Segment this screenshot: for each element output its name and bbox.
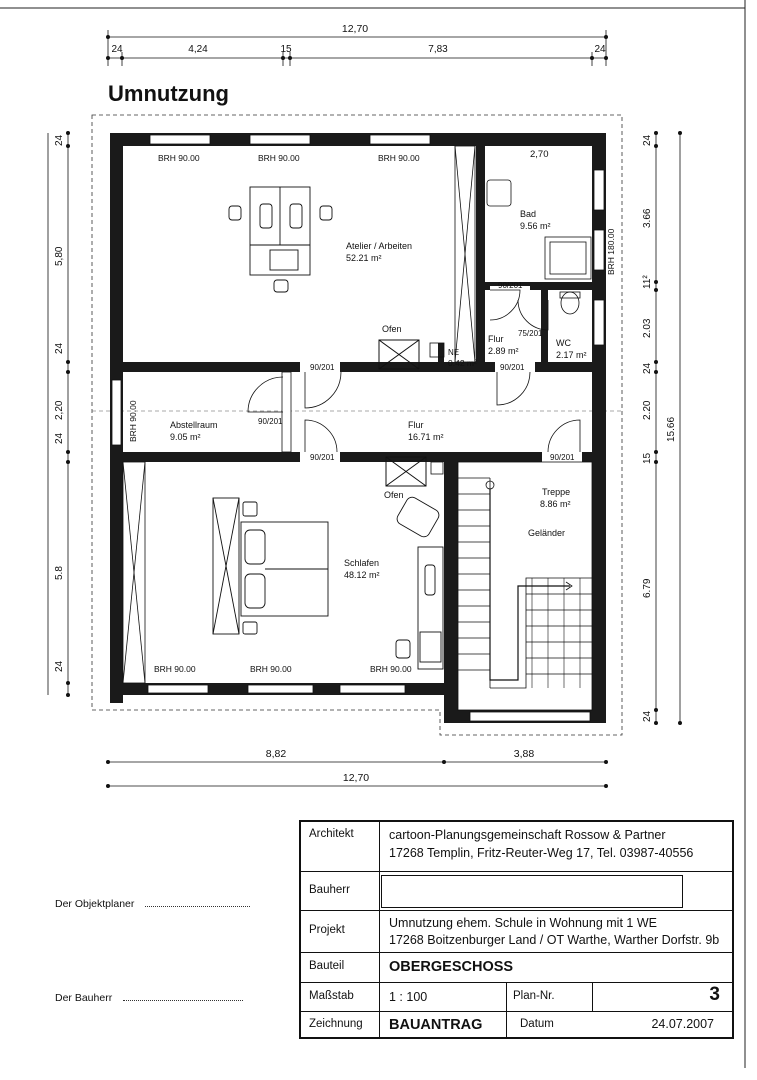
brh-left: BRH 90.00 (128, 400, 138, 442)
door-label-b: 90/201 (500, 363, 525, 372)
bedroom-desk (395, 495, 443, 669)
door-label-c: 90/201 (258, 417, 283, 426)
projekt-line1: Umnutzung ehem. Schule in Wohnung mit 1 WE (389, 916, 657, 930)
dim-right-seg-2: 3.66 (642, 208, 653, 228)
brh-right: BRH 180.00 (606, 228, 616, 275)
bath-fixtures (487, 180, 591, 314)
projekt-label: Projekt (309, 924, 345, 936)
zeichnung-label: Zeichnung (309, 1018, 363, 1030)
door-label-g: 75/201 (518, 329, 543, 338)
room-ne-name: NE (448, 348, 460, 357)
room-flur-small-name: Flur (488, 334, 504, 344)
dim-bottom-seg-1: 8,82 (265, 748, 287, 760)
brh-bottom-2: BRH 90.00 (250, 664, 292, 674)
bauteil-label: Bauteil (309, 960, 345, 972)
wardrobe-schlafen (123, 462, 145, 683)
label-ofen-2: Ofen (384, 490, 404, 500)
dim-left-seg-3: 24 (54, 342, 65, 354)
signature-bauherr-line[interactable] (123, 1000, 243, 1001)
massstab-value: 1 : 100 (389, 990, 428, 1004)
architekt-line1: cartoon-Planungsgemeinschaft Rossow & Partner (389, 828, 666, 842)
dim-bottom-total: 12,70 (342, 772, 370, 784)
zeichnung-value: BAUANTRAG (389, 1017, 483, 1033)
room-flur-area: 16.71 m² (408, 432, 444, 442)
room-wc-name: WC (556, 338, 571, 348)
dim-bad-width: 2,70 (530, 149, 549, 160)
dim-right-seg-3: 11² (642, 275, 653, 289)
bauherr-label: Bauherr (309, 884, 350, 896)
room-bad-area: 9.56 m² (520, 221, 551, 231)
desk-group (229, 187, 332, 292)
signature-objektplaner-line[interactable] (145, 906, 250, 907)
room-treppe-area: 8.86 m² (540, 499, 571, 509)
bed (213, 498, 328, 634)
door-label-e: 90/201 (550, 453, 575, 462)
brh-bottom-1: BRH 90.00 (154, 664, 196, 674)
brh-top-1: BRH 90.00 (158, 153, 200, 163)
row-massstab (301, 983, 732, 1012)
architekt-label: Architekt (309, 828, 354, 840)
room-atelier-area: 52.21 m² (346, 253, 382, 263)
dim-left-seg-4: 2,20 (54, 400, 65, 420)
room-abstell-name: Abstellraum (170, 420, 218, 430)
room-bad-name: Bad (520, 209, 537, 219)
bauherr-field[interactable] (381, 875, 683, 908)
dim-right-seg-1: 24 (642, 134, 653, 146)
dim-right-seg-6: 2.20 (642, 400, 653, 420)
architekt-line2: 17268 Templin, Fritz-Reuter-Weg 17, Tel. 03987-40556 (389, 846, 694, 860)
room-atelier-name: Atelier / Arbeiten (346, 241, 413, 251)
brh-top-3: BRH 90.00 (378, 153, 420, 163)
door-label-d: 90/201 (310, 453, 335, 462)
room-schlafen-name: Schlafen (344, 558, 380, 568)
plan-title: Umnutzung (108, 81, 229, 106)
dim-top-seg-2: 4,24 (188, 44, 208, 55)
door-label-a: 90/201 (310, 363, 335, 372)
dim-top-seg-3: 15 (280, 44, 292, 55)
room-treppe-name: Treppe (542, 487, 571, 497)
room-ne-area: 0.42 m² (448, 358, 477, 368)
dim-top-total: 12,70 (341, 23, 369, 35)
top-dimension-ticks (106, 35, 608, 60)
dim-top-seg-5: 24 (594, 44, 606, 55)
label-ofen-1: Ofen (382, 324, 402, 334)
massstab-label: Maßstab (309, 990, 354, 1002)
room-flur-small-area: 2.89 m² (488, 346, 519, 356)
room-wc-area: 2.17 m² (556, 350, 587, 360)
top-dimension-chain (108, 30, 606, 66)
plannr-label: Plan-Nr. (513, 990, 555, 1002)
dim-top-seg-1: 24 (111, 44, 123, 55)
room-flur-name: Flur (408, 420, 424, 430)
brh-bottom-3: BRH 90.00 (370, 664, 412, 674)
row-bauteil (301, 953, 732, 983)
plannr-value: 3 (709, 984, 720, 1005)
datum-label: Datum (520, 1018, 554, 1030)
dim-left-seg-5: 24 (54, 432, 65, 444)
signature-bauherr-label: Der Bauherr (55, 992, 113, 1004)
room-abstell-area: 9.05 m² (170, 432, 201, 442)
row-bauherr (301, 872, 732, 911)
signature-bauherr (55, 992, 243, 1004)
dim-right-seg-9: 24 (642, 710, 653, 722)
projekt-line2: 17268 Boitzenburger Land / OT Warthe, Warther Dorfstr. 9b (389, 933, 720, 947)
wardrobe-atelier (455, 146, 475, 362)
door-label-f: 90/201 (498, 281, 523, 290)
staircase (458, 462, 592, 710)
row-architekt (301, 822, 732, 872)
dim-right-seg-7: 15 (642, 452, 653, 464)
signature-objektplaner (55, 898, 250, 910)
shaft-schlafen (431, 462, 443, 474)
title-block (299, 820, 734, 1039)
bauteil-value: OBERGESCHOSS (389, 959, 514, 975)
datum-value: 24.07.2007 (651, 1017, 714, 1031)
brh-top-2: BRH 90.00 (258, 153, 300, 163)
row-projekt (301, 911, 732, 953)
dim-bottom-seg-2: 3,88 (513, 748, 535, 760)
row-zeichnung (301, 1012, 732, 1039)
signature-objektplaner-label: Der Objektplaner (55, 898, 135, 910)
dim-left-seg-6: 5.8 (54, 566, 65, 580)
dim-top-seg-4: 7,83 (428, 44, 448, 55)
dim-right-total: 15.66 (666, 416, 677, 442)
dim-right-seg-5: 24 (642, 362, 653, 374)
dim-left-seg-7: 24 (54, 660, 65, 672)
dim-left-seg-1: 24 (54, 134, 65, 146)
dim-left-seg-2: 5,80 (54, 246, 65, 266)
dim-right-seg-8: 6.79 (642, 578, 653, 598)
dim-right-seg-4: 2.03 (642, 318, 653, 338)
room-schlafen-area: 48.12 m² (344, 570, 380, 580)
label-gelaender: Geländer (528, 528, 566, 538)
